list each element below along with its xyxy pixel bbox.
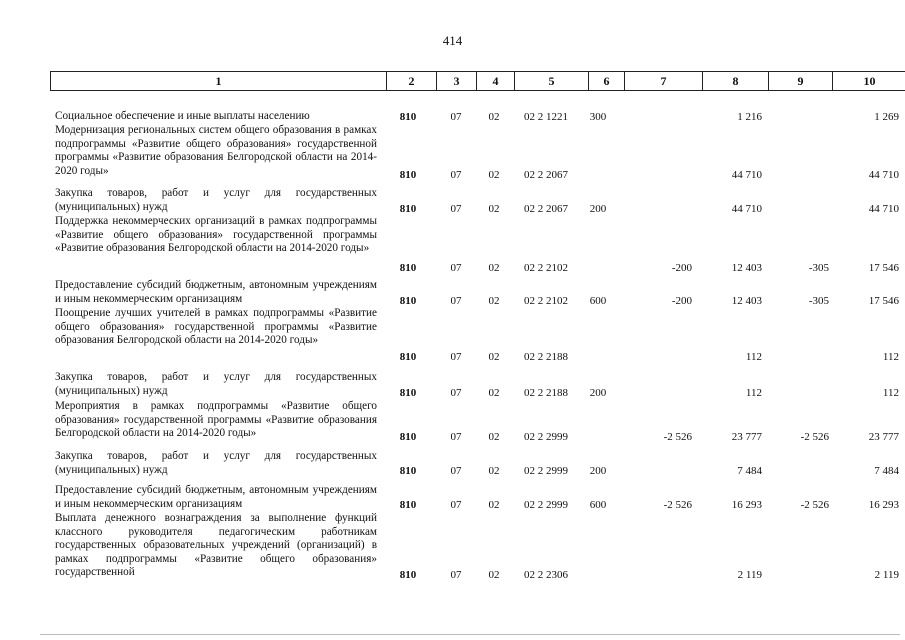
row-cell-subsection: 02 [488,111,500,123]
row-cell-section: 07 [450,203,462,215]
row-cell-col7: -2 526 [663,499,692,511]
row-cell-col10: 44 710 [868,203,899,215]
row-cell-target-article: 02 2 1221 [524,111,568,123]
row-cell-col8: 112 [745,387,762,399]
row-cell-subsection: 02 [488,387,500,399]
header-col-8: 8 [703,72,769,90]
header-col-7: 7 [625,72,703,90]
row-cell-subsection: 02 [488,169,500,181]
row-cell-admin: 810 [399,169,417,181]
row-cell-col8: 12 403 [731,295,762,307]
row-cell-subsection: 02 [488,351,500,363]
row-cell-subsection: 02 [488,431,500,443]
row-cell-admin: 810 [399,569,417,581]
row-cell-target-article: 02 2 2999 [524,431,568,443]
row-description: Поощрение лучших учителей в рамках подпрограммы «Развитие общего образования» государственной программы «Развитие образования Белгородской области на 2014-2020 годы» [55,307,377,346]
row-cell-target-article: 02 2 2102 [524,262,568,274]
row-cell-admin: 810 [399,203,417,215]
row-cell-expense-type: 600 [589,295,607,307]
row-cell-col8: 16 293 [731,499,762,511]
row-cell-col8: 44 710 [731,169,762,181]
row-cell-expense-type: 200 [589,465,607,477]
row-cell-section: 07 [450,387,462,399]
row-cell-col10: 44 710 [868,169,899,181]
row-description: Социальное обеспечение и иные выплаты населению [55,110,310,122]
row-description: Мероприятия в рамках подпрограммы «Развитие общего образования» государственной программы «Развитие образования Белгородской области на 2014-2020 годы» [55,400,377,439]
row-cell-col8: 7 484 [737,465,762,477]
header-col-4: 4 [477,72,515,90]
row-description: Предоставление субсидий бюджетным, автономным учреждениям и иным некоммерческим организациям [55,279,377,305]
row-cell-subsection: 02 [488,499,500,511]
row-cell-section: 07 [450,351,462,363]
row-cell-target-article: 02 2 2188 [524,387,568,399]
row-cell-col7: -200 [671,262,692,274]
row-cell-col10: 23 777 [868,431,899,443]
row-description: Предоставление субсидий бюджетным, автономным учреждениям и иным некоммерческим организациям [55,484,377,510]
row-cell-section: 07 [450,295,462,307]
header-col-9: 9 [769,72,833,90]
row-cell-admin: 810 [399,387,417,399]
row-cell-col7: -200 [671,295,692,307]
row-cell-target-article: 02 2 2999 [524,499,568,511]
row-cell-col9: -305 [808,295,829,307]
row-cell-target-article: 02 2 2067 [524,203,568,215]
row-cell-subsection: 02 [488,203,500,215]
row-cell-target-article: 02 2 2306 [524,569,568,581]
row-cell-col10: 1 269 [874,111,899,123]
header-col-10: 10 [863,74,876,88]
row-cell-col10: 7 484 [874,465,899,477]
row-cell-col10: 112 [882,351,899,363]
row-cell-admin: 810 [399,351,417,363]
row-cell-col10: 16 293 [868,499,899,511]
row-cell-col7: -2 526 [663,431,692,443]
page-number: 414 [442,33,463,48]
row-cell-col8: 112 [745,351,762,363]
row-description: Закупка товаров, работ и услуг для государственных (муниципальных) нужд [55,371,377,397]
row-cell-expense-type: 300 [589,111,607,123]
row-cell-subsection: 02 [488,295,500,307]
row-cell-admin: 810 [399,431,417,443]
row-cell-admin: 810 [399,465,417,477]
row-cell-section: 07 [450,169,462,181]
row-cell-expense-type: 200 [589,203,607,215]
row-cell-target-article: 02 2 2188 [524,351,568,363]
row-cell-subsection: 02 [488,465,500,477]
row-cell-col10: 17 546 [868,295,899,307]
table-header [50,71,905,91]
row-description: Закупка товаров, работ и услуг для государственных (муниципальных) нужд [55,450,377,476]
row-cell-admin: 810 [399,295,417,307]
header-col-1: 1 [51,72,387,90]
header-col-5: 5 [515,72,589,90]
row-cell-col8: 12 403 [731,262,762,274]
row-cell-section: 07 [450,262,462,274]
row-cell-section: 07 [450,431,462,443]
row-cell-col10: 17 546 [868,262,899,274]
row-cell-section: 07 [450,465,462,477]
row-cell-col9: -2 526 [800,431,829,443]
header-col-6: 6 [589,72,625,90]
row-description: Выплата денежного вознаграждения за выполнение функций классного руководителя педагогическим работникам государственных образовательных учреждений (организаций) в рамках подпрограммы «Развитие общего образования» государственной [55,512,377,578]
row-cell-subsection: 02 [488,569,500,581]
row-cell-col10: 112 [882,387,899,399]
row-cell-admin: 810 [399,262,417,274]
header-col-3: 3 [437,72,477,90]
row-description: Поддержка некоммерческих организаций в рамках подпрограммы «Развитие общего образования» государственной программы «Развитие образования Белгородской области на 2014-2020 годы» [55,215,377,254]
row-cell-col8: 1 216 [737,111,762,123]
row-cell-target-article: 02 2 2999 [524,465,568,477]
row-description: Закупка товаров, работ и услуг для государственных (муниципальных) нужд [55,187,377,213]
row-cell-col10: 2 119 [874,569,899,581]
row-cell-section: 07 [450,569,462,581]
row-description: Модернизация региональных систем общего образования в рамках подпрограммы «Развитие общего образования» государственной программы «Развитие образования Белгородской области на 2014-2020 годы» [55,124,377,177]
row-cell-admin: 810 [399,111,417,123]
page-bottom-rule [40,634,900,635]
row-cell-expense-type: 600 [589,499,607,511]
row-cell-subsection: 02 [488,262,500,274]
row-cell-section: 07 [450,111,462,123]
row-cell-col8: 44 710 [731,203,762,215]
row-cell-col8: 23 777 [731,431,762,443]
row-cell-target-article: 02 2 2067 [524,169,568,181]
row-cell-col9: -2 526 [800,499,829,511]
row-cell-col8: 2 119 [737,569,762,581]
row-cell-section: 07 [450,499,462,511]
row-cell-target-article: 02 2 2102 [524,295,568,307]
row-cell-admin: 810 [399,499,417,511]
row-cell-col9: -305 [808,262,829,274]
header-col-2: 2 [387,72,437,90]
row-cell-expense-type: 200 [589,387,607,399]
